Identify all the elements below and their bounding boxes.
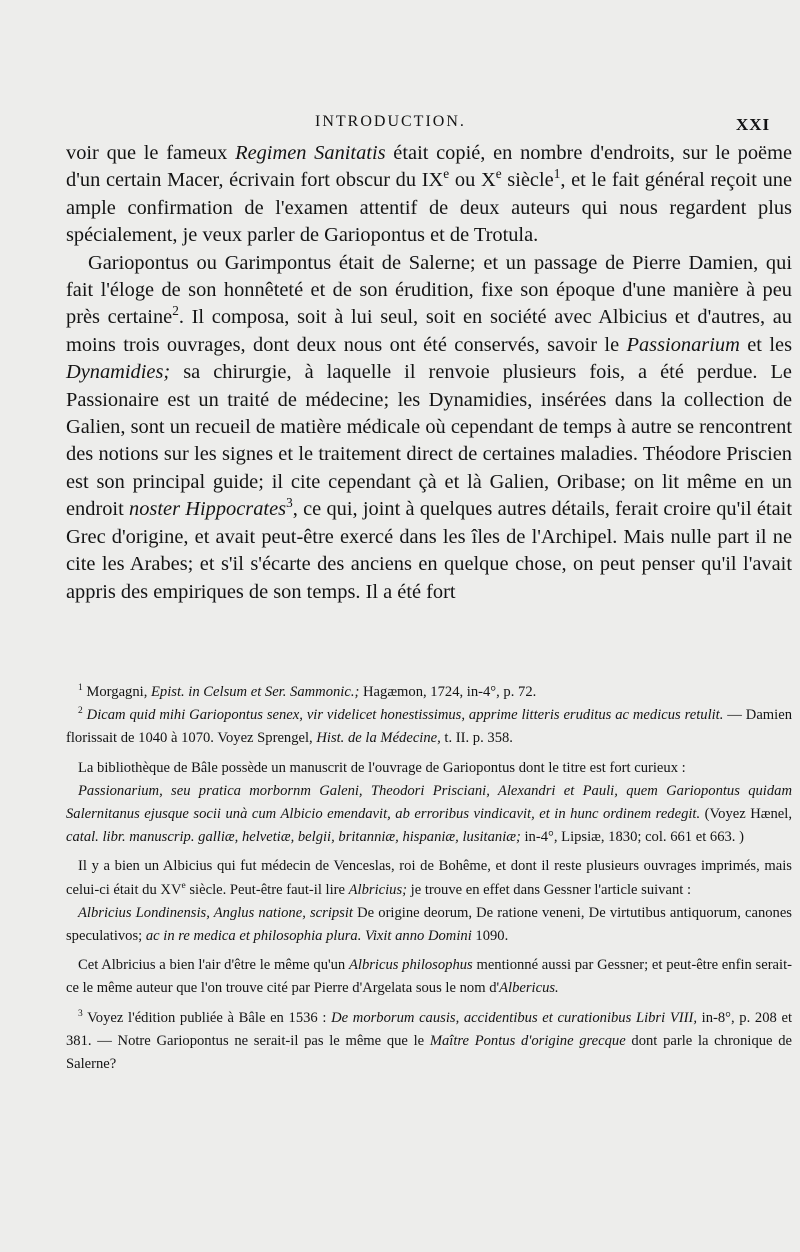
footnote-2: $^2$ Dicam quid mihi Gariopontus senex, vir videlicet honestissimus, apprime litteris eruditus ac medicus retulit. — Damien florissait de 1040 à 1070. Voyez Sprengel, Hist. de la Médecine, t. II. p. 358. (66, 706, 792, 747)
page-number: XXI (736, 115, 771, 134)
footnote-2-basel: La bibliothèque de Bâle possède un manuscrit de l'ouvrage de Gariopontus dont le titre est fort curieux : (78, 759, 686, 776)
main-text (66, 140, 792, 606)
footnote-3: $^3$ Voyez l'édition publiée à Bâle en 1536 : De morborum causis, accidentibus et curationibus Libri VIII, in-8°, p. 208 et 381. — Notre Gariopontus ne serait-il pas le même que le Maître Pontus d'origine grecque dont parle la chronique de Salerne? (66, 1008, 793, 1073)
footnote-2-albricius: Cet Albricius a bien l'air d'être le même qu'un Albricus philosophus mentionné aussi par Gessner; et peut-être enfin serait-ce le même auteur que l'on trouve cité par Pierre d'Argelata sous le nom d'Albericus. (66, 957, 793, 997)
footnote-ref[interactable]: 3 (286, 495, 293, 511)
footnotes (66, 681, 792, 1076)
paragraph-continuation: voir que le fameux Regimen Sanitatis était copié, en nombre d'endroits, sur le poëme d'un certain Macer, écrivain fort obscur du IXe ou Xe siècle$^1$, et le fait général reçoit une ample confirmation de l'examen attentif de deux auteurs qui nous regardent plus spécialement, je veux parler de Gariopontus et de Trotula. (66, 142, 793, 247)
running-title: INTRODUCTION. (315, 113, 466, 130)
footnote-1: $^1$ Morgagni, Epist. in Celsum et Ser. Sammonic.; Hagæmon, 1724, in-4°, p. 72. (78, 683, 537, 700)
footnote-2-albicius: Il y a bien un Albicius qui fut médecin de Venceslas, roi de Bohême, et dont il reste plusieurs ouvrages imprimés, mais celui-ci était du XVe siècle. Peut-être faut-il lire Albricius; je trouve en effet dans Gessner l'article suivant : (66, 858, 792, 898)
footnote-2-title: Passionarium, seu pratica morbornm Galeni, Theodori Prisciani, Alexandri et Pauli, quem Gariopontus quidam Salernitanus ejusque socii unà cum Albicio emendavit, ab erroribus vindicavit, et in hunc ordinem redegit. (Voyez Hænel, catal. libr. manuscrip. galliæ, helvetiæ, belgii, britanniæ, hispaniæ, lusitaniæ; in-4°, Lipsiæ, 1830; col. 661 et 663. ) (66, 782, 792, 846)
footnote-ref[interactable]: 2 (172, 303, 179, 319)
page-header (0, 113, 800, 137)
footnote-2-gessner: Albricius Londinensis, Anglus natione, scripsit De origine deorum, De ratione veneni, De virtutibus antiquorum, canones speculativos; ac in re medica et philosophia plura. Vixit anno Domini 1090. (66, 904, 792, 945)
paragraph-gariopontus: Gariopontus ou Garimpontus était de Salerne; et un passage de Pierre Damien, qui fait l'éloge de son honnêteté et de son érudition, fixe son époque d'une manière à peu près certaine$^2$. Il composa, soit à lui seul, soit en société avec Albicius et d'autres, au moins trois ouvrages, dont deux nous ont été conservés, savoir le Passionarium et les Dynamidies; sa chirurgie, à laquelle il renvoie plusieurs fois, a été perdue. Le Passionaire est un traité de médecine; les Dynamidies, insérées dans la collection de Galien, sont un recueil de matière médicale où cependant de temps à autre se rencontrent des notions sur les signes et le traitement direct de certaines maladies. Théodore Priscien est son principal guide; il cite cependant çà et là Galien, Oribase; on lit même en un endroit noster Hippocrates$^3$, ce qui, joint à quelques autres détails, ferait croire qu'il était Grec d'origine, et avait peut-être exercé dans les îles de l'Archipel. Mais nulle part il ne cite les Arabes; et s'il s'écarte des anciens en quelque chose, on peut penser qu'il l'avait appris des empiriques de son temps. Il a été fort (66, 251, 793, 603)
footnote-ref[interactable]: 1 (553, 166, 561, 182)
